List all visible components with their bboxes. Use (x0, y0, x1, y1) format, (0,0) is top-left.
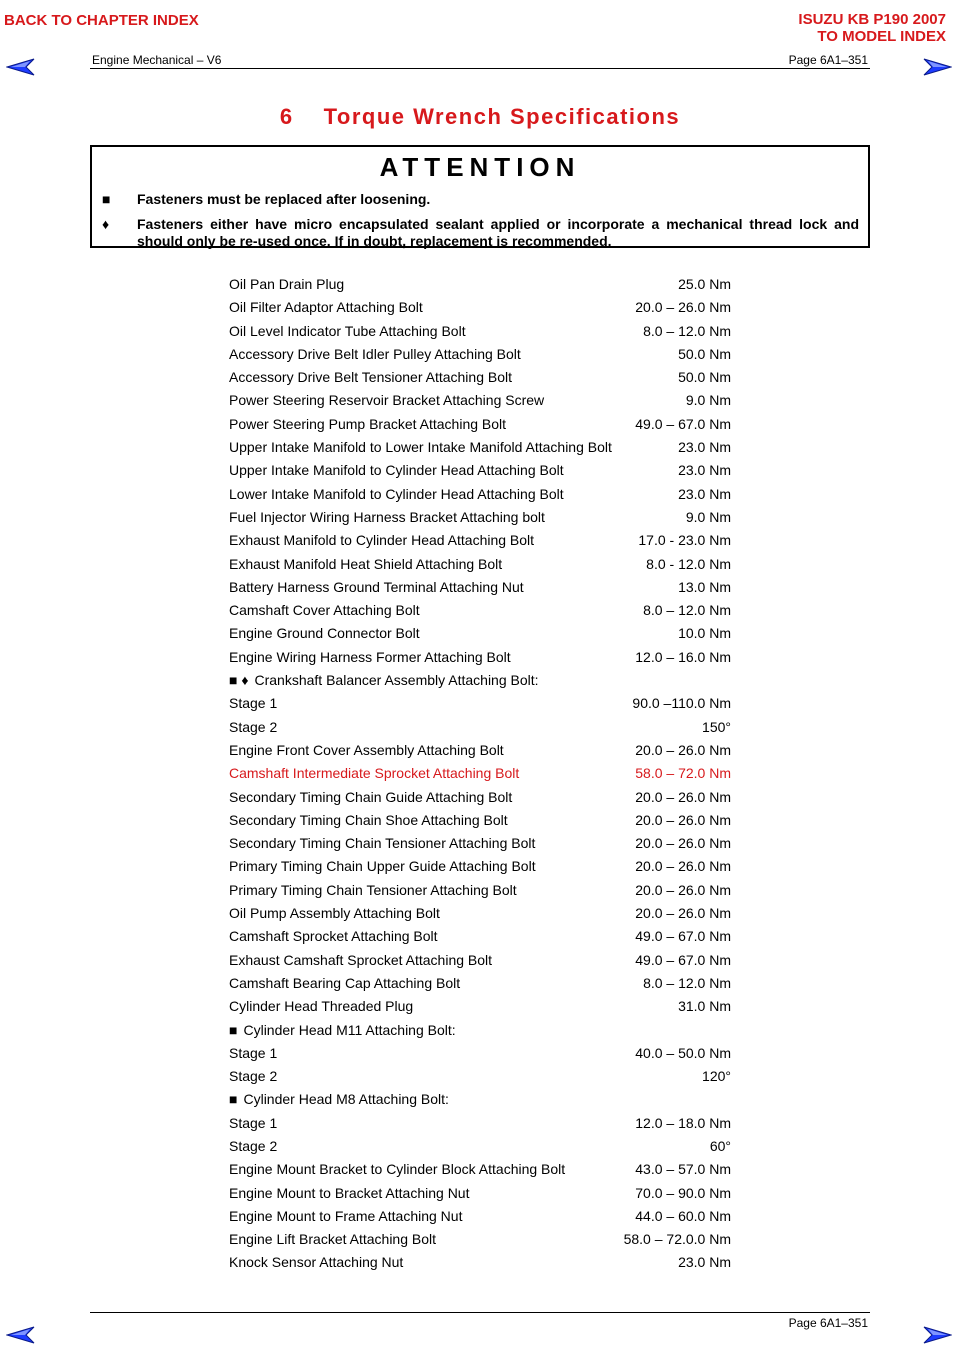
attention-item-text: Fasteners must be replaced after loosening. (137, 191, 431, 207)
spec-value: 44.0 – 60.0 Nm (635, 1207, 731, 1224)
spec-row (229, 486, 731, 509)
back-to-chapter-index-link[interactable]: BACK TO CHAPTER INDEX (4, 12, 199, 29)
spec-value: 9.0 Nm (685, 392, 731, 409)
spec-row (229, 905, 731, 928)
spec-row (229, 858, 731, 881)
running-header-section: Engine Mechanical – V6 (92, 53, 222, 67)
spec-value: 40.0 – 50.0 Nm (635, 1044, 731, 1061)
spec-label: Exhaust Manifold to Cylinder Head Attaching Bolt (229, 532, 535, 549)
spec-label: Stage 2 (229, 718, 278, 735)
spec-row (229, 835, 731, 858)
spec-label: Secondary Timing Chain Tensioner Attaching Bolt (229, 835, 536, 852)
spec-row (229, 323, 731, 346)
spec-value: 58.0 – 72.0.0 Nm (623, 1231, 731, 1248)
spec-value: 150° (702, 718, 731, 735)
spec-value: 13.0 Nm (678, 578, 731, 595)
spec-label: Stage 1 (229, 695, 278, 712)
attention-item (92, 216, 868, 250)
spec-label: Oil Filter Adaptor Attaching Bolt (229, 299, 423, 316)
spec-value: 49.0 – 67.0 Nm (635, 928, 731, 945)
spec-value: 23.0 Nm (678, 439, 731, 456)
spec-row (229, 882, 731, 905)
spec-value: 8.0 – 12.0 Nm (643, 974, 731, 991)
spec-row (229, 299, 731, 322)
spec-row (229, 439, 731, 462)
spec-label: Accessory Drive Belt Tensioner Attaching Bolt (229, 369, 512, 386)
spec-label: Engine Mount to Bracket Attaching Nut (229, 1184, 470, 1201)
spec-value: 70.0 – 90.0 Nm (635, 1184, 731, 1201)
spec-label: Camshaft Intermediate Sprocket Attaching Bolt (229, 765, 520, 782)
spec-row (229, 695, 731, 718)
spec-label: Cylinder Head Threaded Plug (229, 998, 414, 1015)
spec-label: Lower Intake Manifold to Cylinder Head Attaching Bolt (229, 485, 564, 502)
spec-row (229, 1045, 731, 1068)
spec-group-label: Cylinder Head M8 Attaching Bolt: (243, 1091, 449, 1108)
spec-row (229, 649, 731, 672)
header-rule (90, 68, 870, 69)
spec-group-label: Crankshaft Balancer Assembly Attaching Bolt: (254, 672, 539, 689)
spec-row-highlighted (229, 765, 731, 788)
spec-value: 50.0 Nm (678, 369, 731, 386)
spec-value: 23.0 Nm (678, 485, 731, 502)
spec-row (229, 1138, 731, 1161)
footer-rule (90, 1312, 870, 1313)
spec-value: 20.0 – 26.0 Nm (635, 835, 731, 852)
attention-item-text: Fasteners either have micro encapsulated sealant applied or incorporate a mechanical thread lock and should only be re-used once. If in doubt, replacement is recommended. (137, 216, 859, 249)
square-bullet-icon: ■ (229, 1021, 238, 1038)
running-header-page: Page 6A1–351 (788, 53, 868, 67)
spec-row (229, 1161, 731, 1184)
spec-label: Knock Sensor Attaching Nut (229, 1254, 404, 1271)
spec-label: Engine Ground Connector Bolt (229, 625, 420, 642)
spec-row (229, 462, 731, 485)
model-name: ISUZU KB P190 2007 (798, 11, 946, 28)
spec-label: Stage 2 (229, 1137, 278, 1154)
spec-value: 8.0 – 12.0 Nm (643, 602, 731, 619)
spec-value: 12.0 – 18.0 Nm (635, 1114, 731, 1131)
spec-label: Primary Timing Chain Tensioner Attaching Bolt (229, 881, 517, 898)
spec-value: 49.0 – 67.0 Nm (635, 415, 731, 432)
square-bullet-icon: ■ (102, 191, 111, 207)
previous-page-arrow-icon[interactable] (6, 58, 36, 76)
spec-row (229, 602, 731, 625)
spec-label: Upper Intake Manifold to Cylinder Head Attaching Bolt (229, 462, 564, 479)
attention-title: ATTENTION (379, 152, 581, 182)
spec-row (229, 276, 731, 299)
spec-label: Exhaust Camshaft Sprocket Attaching Bolt (229, 951, 493, 968)
spec-value: 20.0 – 26.0 Nm (635, 881, 731, 898)
spec-row (229, 416, 731, 439)
spec-label: Power Steering Pump Bracket Attaching Bolt (229, 415, 507, 432)
spec-row (229, 392, 731, 415)
spec-group-heading (229, 672, 731, 695)
spec-value: 10.0 Nm (678, 625, 731, 642)
spec-label: Exhaust Manifold Heat Shield Attaching Bolt (229, 555, 503, 572)
model-index-label: TO MODEL INDEX (817, 28, 946, 45)
spec-row (229, 532, 731, 555)
spec-value: 20.0 – 26.0 Nm (635, 811, 731, 828)
spec-label: Primary Timing Chain Upper Guide Attaching Bolt (229, 858, 536, 875)
spec-row (229, 812, 731, 835)
spec-value: 20.0 – 26.0 Nm (635, 858, 731, 875)
square-bullet-icon: ■ (229, 1091, 238, 1108)
spec-value: 60° (709, 1137, 731, 1154)
spec-label: Oil Pump Assembly Attaching Bolt (229, 905, 440, 922)
spec-label: Stage 2 (229, 1068, 278, 1085)
spec-row (229, 509, 731, 532)
spec-value: 20.0 – 26.0 Nm (635, 905, 731, 922)
diamond-bullet-icon: ♦ (102, 216, 110, 232)
attention-box (90, 145, 870, 248)
spec-label: Fuel Injector Wiring Harness Bracket Attaching bolt (229, 508, 545, 525)
spec-row (229, 556, 731, 579)
spec-label: Engine Front Cover Assembly Attaching Bolt (229, 741, 504, 758)
next-page-arrow-icon[interactable] (922, 58, 952, 76)
spec-label: Stage 1 (229, 1044, 278, 1061)
spec-label: Camshaft Sprocket Attaching Bolt (229, 928, 438, 945)
torque-spec-list (229, 276, 731, 1278)
spec-label: Stage 1 (229, 1114, 278, 1131)
previous-page-arrow-icon[interactable] (6, 1326, 36, 1344)
spec-value: 20.0 – 26.0 Nm (635, 299, 731, 316)
spec-row (229, 952, 731, 975)
spec-value: 43.0 – 57.0 Nm (635, 1161, 731, 1178)
spec-value: 17.0 - 23.0 Nm (638, 532, 731, 549)
section-title-text: Torque Wrench Specifications (323, 104, 681, 129)
spec-label: Oil Level Indicator Tube Attaching Bolt (229, 322, 466, 339)
spec-row (229, 1068, 731, 1091)
spec-row (229, 579, 731, 602)
spec-row (229, 625, 731, 648)
spec-label: Battery Harness Ground Terminal Attaching Nut (229, 578, 524, 595)
spec-label: Upper Intake Manifold to Lower Intake Manifold Attaching Bolt (229, 439, 612, 456)
spec-row (229, 789, 731, 812)
footer-page-number: Page 6A1–351 (788, 1316, 868, 1330)
spec-value: 49.0 – 67.0 Nm (635, 951, 731, 968)
spec-row (229, 975, 731, 998)
spec-label: Engine Mount Bracket to Cylinder Block Attaching Bolt (229, 1161, 566, 1178)
spec-row (229, 742, 731, 765)
spec-row (229, 369, 731, 392)
model-index-link[interactable] (798, 11, 946, 45)
spec-value: 120° (702, 1068, 731, 1085)
spec-label: Oil Pan Drain Plug (229, 276, 345, 292)
spec-value: 8.0 - 12.0 Nm (646, 555, 731, 572)
section-number: 6 (279, 104, 294, 129)
spec-value: 25.0 Nm (678, 276, 731, 292)
spec-value: 58.0 – 72.0 Nm (635, 765, 731, 782)
spec-value: 20.0 – 26.0 Nm (635, 741, 731, 758)
spec-label: Engine Wiring Harness Former Attaching Bolt (229, 648, 511, 665)
spec-row (229, 998, 731, 1021)
spec-value: 23.0 Nm (678, 1254, 731, 1271)
spec-row (229, 719, 731, 742)
spec-row (229, 1254, 731, 1277)
spec-row (229, 1208, 731, 1231)
spec-value: 8.0 – 12.0 Nm (643, 322, 731, 339)
spec-value: 31.0 Nm (678, 998, 731, 1015)
spec-value: 9.0 Nm (685, 508, 731, 525)
spec-label: Power Steering Reservoir Bracket Attaching Screw (229, 392, 545, 409)
spec-label: Camshaft Bearing Cap Attaching Bolt (229, 974, 461, 991)
spec-value: 23.0 Nm (678, 462, 731, 479)
spec-row (229, 346, 731, 369)
spec-group-heading (229, 1091, 731, 1114)
spec-label: Engine Lift Bracket Attaching Bolt (229, 1231, 437, 1248)
next-page-arrow-icon[interactable] (922, 1326, 952, 1344)
spec-label: Secondary Timing Chain Guide Attaching Bolt (229, 788, 513, 805)
spec-label: Engine Mount to Frame Attaching Nut (229, 1207, 463, 1224)
spec-group-heading (229, 1022, 731, 1045)
square-diamond-bullet-icon: ■ ♦ (229, 672, 249, 689)
spec-group-label: Cylinder Head M11 Attaching Bolt: (243, 1021, 456, 1038)
spec-row (229, 1231, 731, 1254)
spec-label: Secondary Timing Chain Shoe Attaching Bolt (229, 811, 508, 828)
spec-label: Camshaft Cover Attaching Bolt (229, 602, 420, 619)
spec-value: 12.0 – 16.0 Nm (635, 648, 731, 665)
section-title (0, 104, 960, 130)
spec-label: Accessory Drive Belt Idler Pulley Attaching Bolt (229, 345, 521, 362)
spec-row (229, 928, 731, 951)
spec-row (229, 1115, 731, 1138)
attention-item (92, 191, 868, 208)
spec-value: 90.0 –110.0 Nm (632, 695, 731, 712)
spec-row (229, 1185, 731, 1208)
spec-value: 50.0 Nm (678, 345, 731, 362)
spec-value: 20.0 – 26.0 Nm (635, 788, 731, 805)
